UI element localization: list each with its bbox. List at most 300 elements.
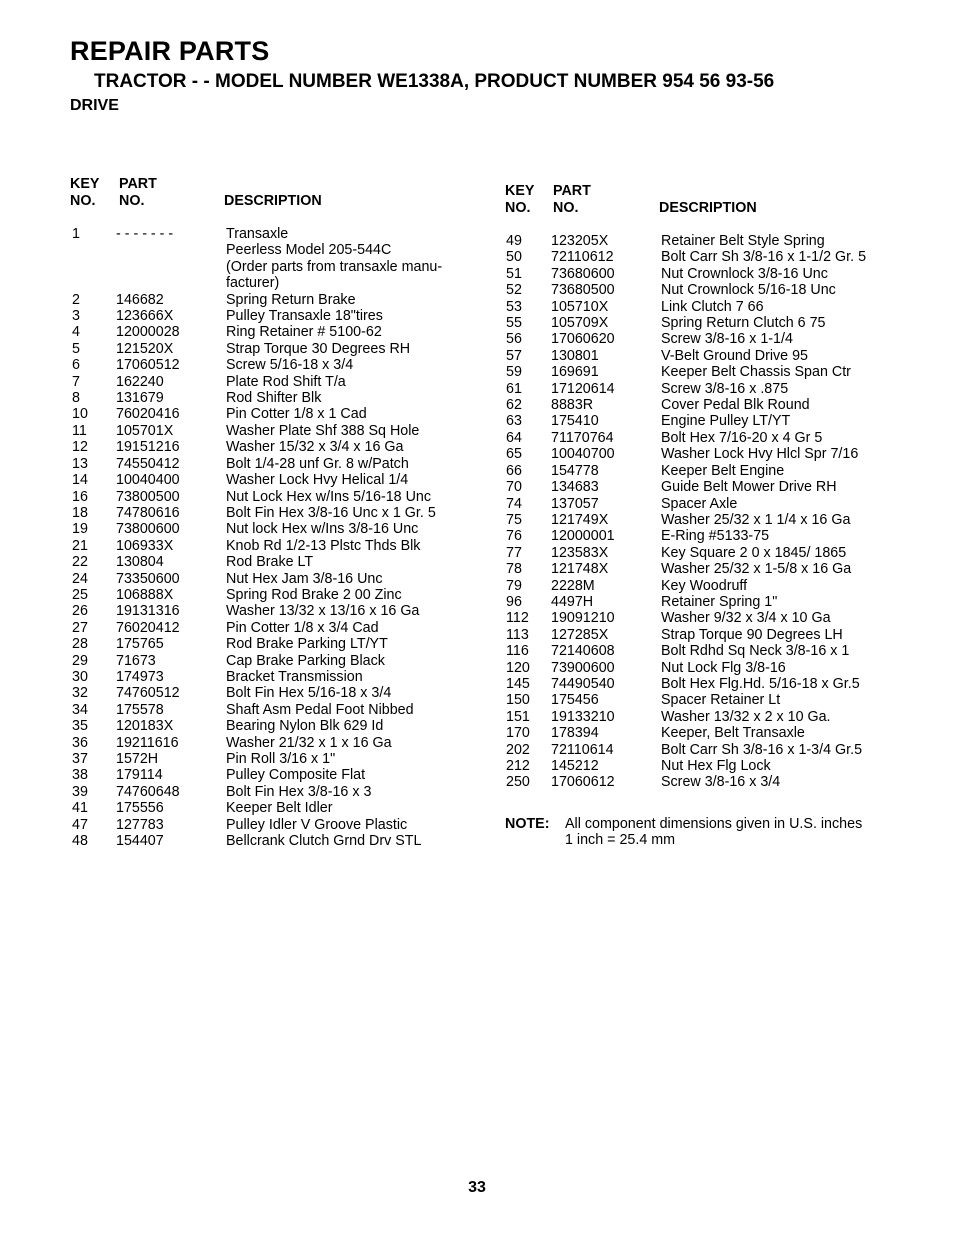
part-number: 179114 [116,767,163,784]
table-row [505,299,905,315]
part-description: Spring Rod Brake 2 00 Zinc [226,586,402,603]
key-number: 22 [72,554,88,571]
table-row [505,660,905,676]
description-header: DESCRIPTION [224,193,322,209]
key-number: 75 [506,511,522,528]
part-number: 17060620 [551,331,615,348]
part-description: Bolt Rdhd Sq Neck 3/8-16 x 1 [661,643,850,660]
part-number: 105701X [116,422,174,439]
part-description: Nut Crownlock 3/8-16 Unc [661,265,828,282]
key-number: 38 [72,767,88,784]
part-description: Bolt Hex Flg.Hd. 5/16-18 x Gr.5 [661,675,860,692]
key-number: 2 [72,291,80,308]
key-number: 151 [506,708,530,725]
table-row [505,266,905,282]
key-no-header: KEY NO. [505,183,535,216]
part-number: 2228M [551,577,595,594]
key-number: 6 [72,357,80,374]
part-number: 19151216 [116,439,180,456]
table-row [505,725,905,741]
part-description: Nut Lock Hex w/Ins 5/16-18 Unc [226,488,432,505]
key-number: 27 [72,619,88,636]
key-number: 34 [72,701,88,718]
table-row [70,259,470,275]
key-number: 53 [506,298,522,315]
table-row [505,692,905,708]
table-row [505,233,905,249]
table-row [505,479,905,495]
part-number: 175578 [116,701,164,718]
part-description: Nut Lock Flg 3/8-16 [661,659,786,676]
part-no-header: PART NO. [553,183,591,216]
part-number: 12000001 [551,528,615,545]
part-description: Peerless Model 205-544C [226,242,392,259]
part-number: 73800600 [116,521,180,538]
part-description: Washer 25/32 x 1 1/4 x 16 Ga [661,511,851,528]
key-number: 76 [506,528,522,545]
table-row [70,308,470,324]
part-description: Keeper Belt Idler [226,800,333,817]
part-number: 73800500 [116,488,180,505]
key-number: 13 [72,455,88,472]
part-description: Nut Hex Flg Lock [661,758,771,774]
part-number: 71170764 [551,429,614,446]
part-number: 127285X [551,626,609,643]
key-number: 26 [72,603,88,620]
part-description: Engine Pulley LT/YT [661,413,791,430]
table-row [70,324,470,340]
part-description: Shaft Asm Pedal Foot Nibbed [226,701,414,718]
part-number: 72140608 [551,643,615,660]
table-row [505,397,905,413]
part-description: facturer) [226,275,280,292]
table-row [70,357,470,373]
part-number: - - - - - - - [116,226,174,242]
part-number: 71673 [116,652,156,669]
key-number: 74 [506,495,522,512]
part-description: Retainer Spring 1" [661,593,778,610]
part-description: Key Square 2 0 x 1845/ 1865 [661,544,847,561]
key-number: 28 [72,636,88,653]
table-row [505,774,905,790]
table-row [505,578,905,594]
table-row [70,406,470,422]
part-number: 74760648 [116,783,180,800]
key-number: 7 [72,373,80,390]
part-description: Ring Retainer # 5100-62 [226,324,382,341]
part-description: Washer 15/32 x 3/4 x 16 Ga [226,439,404,456]
key-number: 59 [506,364,522,381]
part-description: Washer 13/32 x 2 x 10 Ga. [661,708,831,725]
part-number: 134683 [551,479,599,496]
table-row [505,676,905,692]
key-number: 55 [506,315,522,332]
table-row [505,627,905,643]
part-number: 121749X [551,511,609,528]
part-description: Pulley Idler V Groove Plastic [226,816,408,833]
key-number: 96 [506,593,522,610]
part-number: 19133210 [551,708,615,725]
part-description: Bolt Fin Hex 5/16-18 x 3/4 [226,685,392,702]
key-number: 63 [506,413,522,430]
page-number: 33 [468,1179,486,1196]
key-number: 65 [506,446,522,463]
section-heading: DRIVE [70,97,119,114]
key-number: 56 [506,331,522,348]
key-number: 16 [72,488,88,505]
key-number: 19 [72,521,88,538]
table-row [70,505,470,521]
key-number: 8 [72,390,80,407]
part-description: Guide Belt Mower Drive RH [661,479,837,496]
table-row [70,817,470,833]
model-subtitle: TRACTOR - - MODEL NUMBER WE1338A, PRODUCT NUMBER 954 56 93-56 [94,71,775,92]
table-row [505,512,905,528]
table-row [70,341,470,357]
key-number: 41 [72,800,88,817]
table-row [70,735,470,751]
part-number: 10040700 [551,446,615,463]
table-row [70,554,470,570]
key-number: 37 [72,751,88,767]
part-description: Pin Cotter 1/8 x 1 Cad [226,406,367,423]
part-number: 162240 [116,373,164,390]
parts-table-right [505,183,905,791]
table-row [70,275,470,291]
part-description: Spring Return Clutch 6 75 [661,315,826,332]
part-number: 10040400 [116,472,180,489]
key-number: 50 [506,249,522,266]
table-row [70,489,470,505]
part-description: Bolt Fin Hex 3/8-16 Unc x 1 Gr. 5 [226,504,436,521]
key-number: 116 [506,643,529,660]
part-number: 175410 [551,413,599,430]
part-description: Strap Torque 30 Degrees RH [226,340,411,357]
table-row [70,833,470,849]
part-number: 154407 [116,833,164,850]
key-number: 113 [506,626,529,643]
table-row [70,636,470,652]
part-description: Rod Brake Parking LT/YT [226,636,388,653]
table-row [505,249,905,265]
key-number: 77 [506,544,522,561]
part-description: Bolt Carr Sh 3/8-16 x 1-3/4 Gr.5 [661,741,863,758]
part-description: Nut Hex Jam 3/8-16 Unc [226,570,383,587]
part-number: 73680600 [551,265,615,282]
part-description: Key Woodruff [661,577,748,594]
part-description: Bolt 1/4-28 unf Gr. 8 w/Patch [226,455,409,472]
table-row [505,364,905,380]
part-number: 19131316 [116,603,180,620]
table-header [505,183,905,233]
note-label: NOTE: [505,816,550,832]
key-number: 78 [506,561,522,578]
table-row [505,528,905,544]
key-number: 52 [506,282,522,299]
part-description: Bolt Carr Sh 3/8-16 x 1-1/2 Gr. 5 [661,249,867,266]
table-header [70,176,470,226]
part-description: V-Belt Ground Drive 95 [661,347,809,364]
key-number: 61 [506,380,522,397]
part-description: Washer Plate Shf 388 Sq Hole [226,422,420,439]
table-row [505,282,905,298]
part-number: 74550412 [116,455,180,472]
part-number: 154778 [551,462,599,479]
key-number: 170 [506,725,530,742]
part-description: Washer Lock Hvy Helical 1/4 [226,472,409,489]
table-row [70,423,470,439]
table-row [505,709,905,725]
key-number: 29 [72,652,88,669]
key-number: 25 [72,586,88,603]
description-header: DESCRIPTION [659,200,757,216]
part-number: 17060512 [116,357,180,374]
table-row [70,226,470,242]
part-number: 76020412 [116,619,180,636]
table-row [70,521,470,537]
table-row [70,587,470,603]
part-number: 174973 [116,668,164,685]
key-number: 57 [506,347,522,364]
key-number: 35 [72,718,88,735]
table-row [505,545,905,561]
part-description: E-Ring #5133-75 [661,528,770,545]
table-row [70,292,470,308]
part-description: Bearing Nylon Blk 629 Id [226,718,384,735]
part-number: 178394 [551,725,599,742]
part-description: Transaxle [226,226,289,242]
part-description: Spring Return Brake [226,291,356,308]
table-row [70,653,470,669]
part-description: Plate Rod Shift T/a [226,373,346,390]
part-description: Pin Cotter 1/8 x 3/4 Cad [226,619,379,636]
part-description: Washer 21/32 x 1 x 16 Ga [226,734,392,751]
key-number: 120 [506,659,530,676]
part-number: 146682 [116,291,164,308]
part-description: Bolt Fin Hex 3/8-16 x 3 [226,783,372,800]
key-number: 32 [72,685,88,702]
part-number: 175556 [116,800,164,817]
part-description: Washer 13/32 x 13/16 x 16 Ga [226,603,420,620]
part-number: 121748X [551,561,609,578]
part-description: Knob Rd 1/2-13 Plstc Thds Blk [226,537,421,554]
key-number: 64 [506,429,522,446]
part-number: 74490540 [551,675,615,692]
part-number: 73680500 [551,282,615,299]
part-description: Keeper, Belt Transaxle [661,725,805,742]
part-number: 76020416 [116,406,180,423]
key-number: 36 [72,734,88,751]
table-row [70,702,470,718]
part-number: 1572H [116,751,159,767]
table-row [505,348,905,364]
part-description: Washer Lock Hvy Hlcl Spr 7/16 [661,446,859,463]
part-number: 175765 [116,636,164,653]
part-number: 17120614 [551,380,615,397]
table-row [505,315,905,331]
part-number: 105710X [551,298,609,315]
table-row [70,538,470,554]
key-number: 5 [72,340,80,357]
table-row [70,374,470,390]
key-number: 202 [506,741,530,758]
table-row [505,594,905,610]
note-text: All component dimensions given in U.S. inches 1 inch = 25.4 mm [565,816,863,849]
table-row [70,751,470,767]
part-number: 17060612 [551,774,615,791]
key-number: 47 [72,816,88,833]
part-number: 19211616 [116,734,179,751]
part-description: Pulley Composite Flat [226,767,366,784]
part-description: Cover Pedal Blk Round [661,397,810,414]
table-row [70,767,470,783]
table-row [70,685,470,701]
table-row [70,242,470,258]
part-description: Bellcrank Clutch Grnd Drv STL [226,833,422,850]
part-number: 106888X [116,586,174,603]
table-row [505,331,905,347]
part-description: Keeper Belt Chassis Span Ctr [661,364,851,381]
part-number: 121520X [116,340,174,357]
key-number: 30 [72,668,88,685]
part-number: 4497H [551,593,594,610]
part-number: 127783 [116,816,164,833]
key-no-header: KEY NO. [70,176,100,209]
part-number: 120183X [116,718,174,735]
part-number: 73900600 [551,659,615,676]
part-number: 169691 [551,364,599,381]
key-number: 10 [72,406,88,423]
key-number: 1 [72,226,80,242]
table-row [505,381,905,397]
key-number: 112 [506,610,529,627]
key-number: 4 [72,324,80,341]
key-number: 12 [72,439,88,456]
table-row [70,620,470,636]
table-row [70,571,470,587]
key-number: 70 [506,479,522,496]
part-number: 12000028 [116,324,180,341]
table-row [70,800,470,816]
key-number: 250 [506,774,530,791]
part-number: 130804 [116,554,164,571]
part-number: 130801 [551,347,599,364]
table-row [70,472,470,488]
part-description: Bolt Hex 7/16-20 x 4 Gr 5 [661,429,823,446]
table-row [505,446,905,462]
parts-list-right [505,233,905,791]
table-row [505,742,905,758]
part-number: 123205X [551,233,609,249]
table-row [505,413,905,429]
key-number: 48 [72,833,88,850]
key-number: 18 [72,504,88,521]
parts-table-left [70,176,470,849]
key-number: 3 [72,308,80,325]
part-description: Retainer Belt Style Spring [661,233,825,249]
part-description: (Order parts from transaxle manu- [226,258,443,275]
part-description: Washer 25/32 x 1-5/8 x 16 Ga [661,561,852,578]
key-number: 62 [506,397,522,414]
part-description: Screw 3/8-16 x .875 [661,380,789,397]
part-description: Washer 9/32 x 3/4 x 10 Ga [661,610,831,627]
key-number: 212 [506,758,530,774]
table-row [70,456,470,472]
part-description: Screw 3/8-16 x 3/4 [661,774,781,791]
part-number: 175456 [551,692,599,709]
table-row [505,561,905,577]
table-row [505,610,905,626]
key-number: 11 [72,422,87,439]
table-row [505,463,905,479]
part-description: Strap Torque 90 Degrees LH [661,626,843,643]
part-description: Nut lock Hex w/Ins 3/8-16 Unc [226,521,419,538]
table-row [70,603,470,619]
key-number: 21 [72,537,88,554]
key-number: 49 [506,233,522,249]
part-description: Screw 5/16-18 x 3/4 [226,357,354,374]
part-description: Pin Roll 3/16 x 1" [226,751,336,767]
part-number: 106933X [116,537,174,554]
part-description: Link Clutch 7 66 [661,298,764,315]
table-row [505,758,905,774]
part-number: 73350600 [116,570,180,587]
table-row [505,496,905,512]
part-number: 137057 [551,495,599,512]
part-number: 8883R [551,397,594,414]
part-description: Bracket Transmission [226,668,363,685]
key-number: 39 [72,783,88,800]
key-number: 14 [72,472,88,489]
table-row [70,390,470,406]
part-number: 72110612 [551,249,614,266]
part-description: Cap Brake Parking Black [226,652,385,669]
part-number: 74760512 [116,685,180,702]
table-row [505,643,905,659]
table-row [505,430,905,446]
table-row [70,669,470,685]
part-no-header: PART NO. [119,176,157,209]
part-number: 131679 [116,390,164,407]
key-number: 66 [506,462,522,479]
parts-list-left [70,226,470,849]
dimension-note [505,816,905,849]
table-row [70,784,470,800]
part-description: Rod Shifter Blk [226,390,322,407]
part-number: 145212 [551,758,599,774]
part-number: 74780616 [116,504,180,521]
key-number: 150 [506,692,530,709]
part-number: 72110614 [551,741,614,758]
key-number: 51 [506,265,522,282]
part-description: Rod Brake LT [226,554,314,571]
part-description: Nut Crownlock 5/16-18 Unc [661,282,836,299]
part-description: Spacer Retainer Lt [661,692,781,709]
part-description: Screw 3/8-16 x 1-1/4 [661,331,793,348]
table-row [70,718,470,734]
part-description: Pulley Transaxle 18"tires [226,308,383,325]
part-number: 123583X [551,544,609,561]
part-number: 19091210 [551,610,615,627]
key-number: 79 [506,577,522,594]
page-title: REPAIR PARTS [70,36,270,66]
table-row [70,439,470,455]
part-number: 123666X [116,308,174,325]
part-number: 105709X [551,315,609,332]
part-description: Keeper Belt Engine [661,462,785,479]
key-number: 145 [506,675,530,692]
part-description: Spacer Axle [661,495,738,512]
